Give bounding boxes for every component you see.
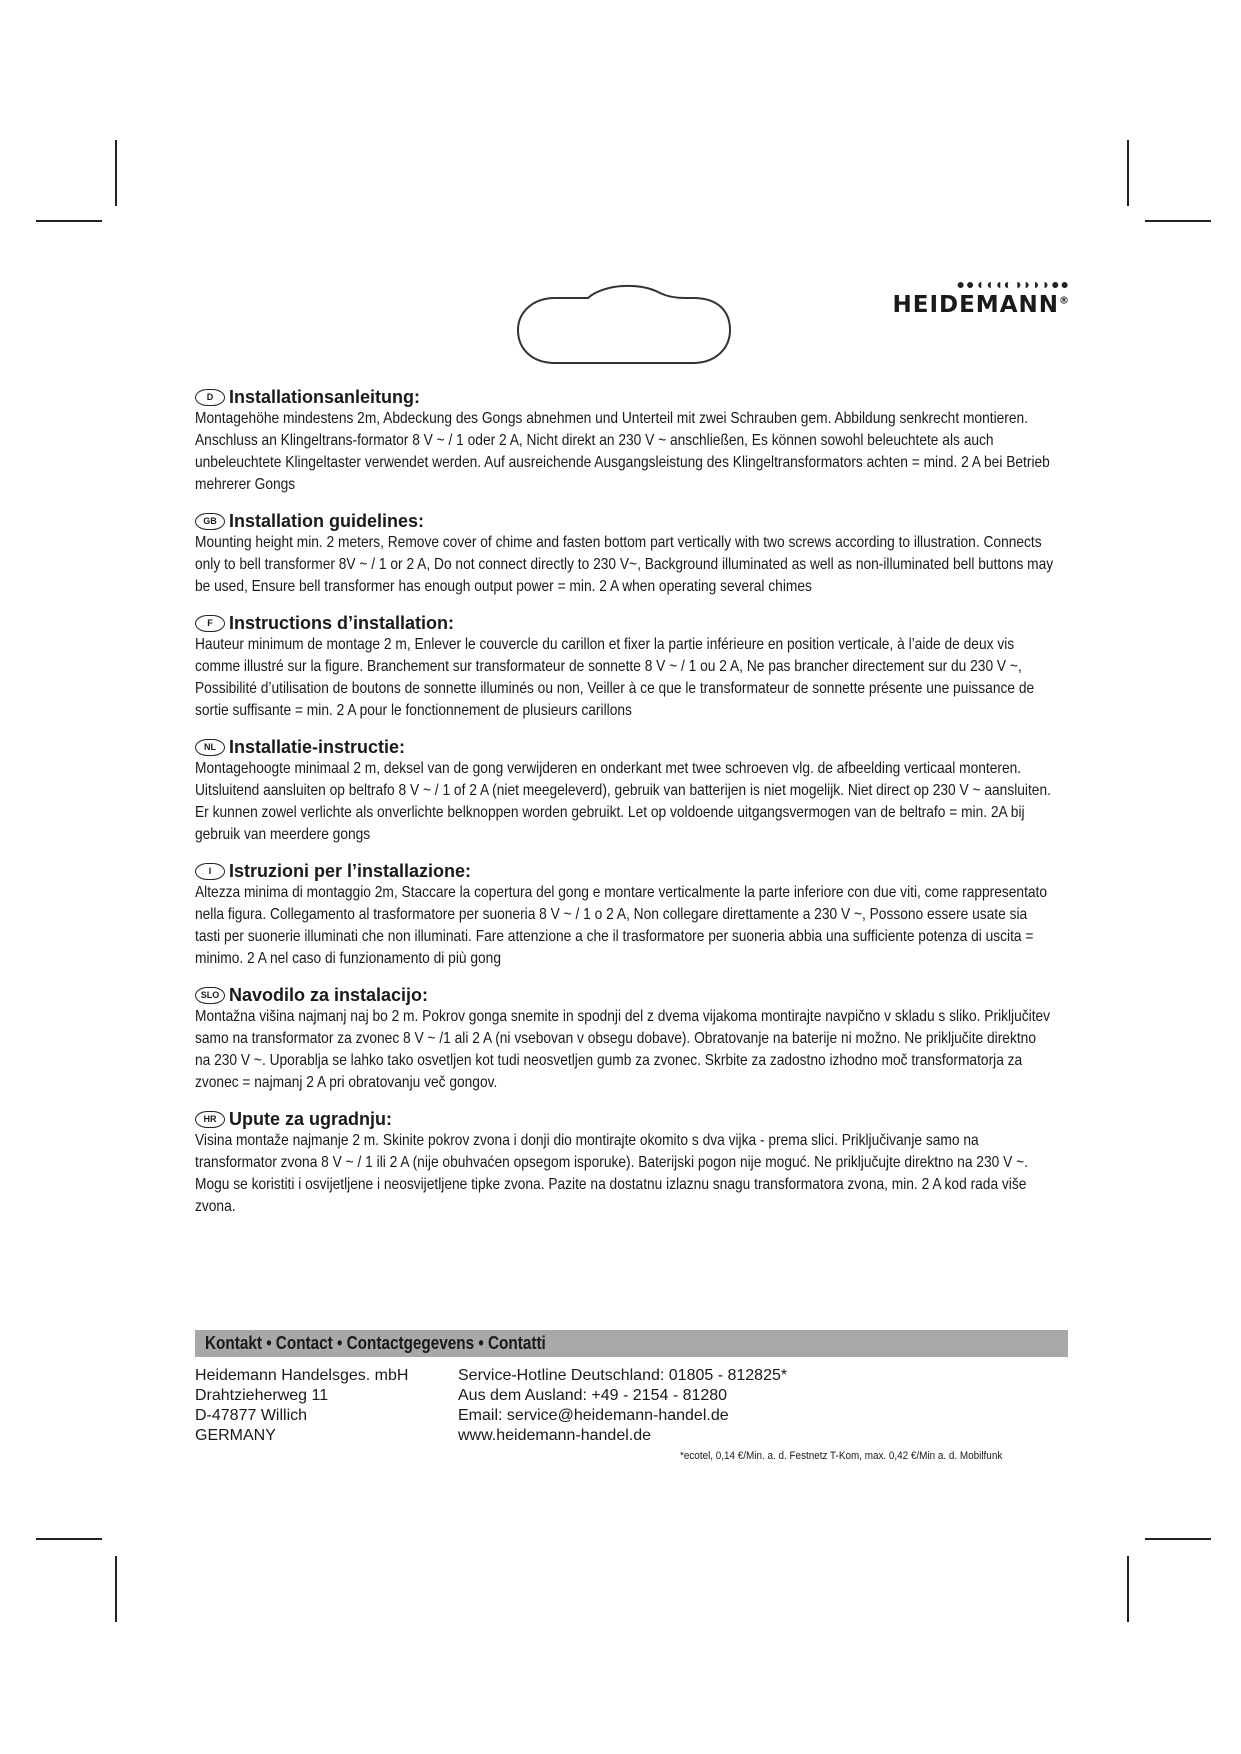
logo-dots: ●●◖◖◖◐◑◗◗◗●●	[956, 276, 1070, 292]
crop-mark	[115, 140, 117, 206]
crop-mark	[1127, 140, 1129, 206]
hotline-abroad: Aus dem Ausland: +49 - 2154 - 81280	[458, 1387, 728, 1404]
section-text: Altezza minima di montaggio 2m, Staccare la copertura del gong e montare verticalmente la parte inferiore con due viti, come rappresentato nella figura. Collegamento al trasformatore per suoneria 8 V ~ / 1 o 2 A, Non collegare direttamente a 230 V ~, Possono essere usate sia tasti per suonerie illuminati che non illuminati. Fare attenzione a che il trasformatore per suoneria abbia una sufficiente potenza di uscita = minimo. 2 A nel caso di funzionamento di più gong	[195, 884, 1048, 967]
section-slo	[195, 984, 1055, 1094]
email-link[interactable]: Email: service@heidemann-handel.de	[458, 1407, 729, 1424]
section-text: Montagehoogte minimaal 2 m, deksel van de gong verwijderen en onderkant met twee schroeven vlg. de afbeelding verticaal monteren. Uitsluitend aansluiten op beltrafo 8 V ~ / 1 of 2 A (niet meegeleverd), gebruik van batterijen is niet mogelijk. Niet direct op 230 V ~ aansluiten. Er kunnen zowel verlichte als onverlichte belknoppen worden gebruikt. Let op voldoende uitgangsvermogen van de beltrafo = min. 2A bij gebruik van meerdere gongs	[195, 760, 1051, 843]
crop-mark	[36, 1538, 102, 1540]
contact-header: Kontakt • Contact • Contactgegevens • Contatti	[205, 1333, 546, 1353]
language-badge: I	[195, 863, 225, 880]
website-link[interactable]: www.heidemann-handel.de	[458, 1427, 652, 1444]
section-title: Installatie-instructie:	[229, 737, 406, 757]
section-text: Montažna višina najmanj naj bo 2 m. Pokrov gonga snemite in spodnji del z dvema vijakoma montirajte navpično v skladu s sliko. Priključitev samo na transformator za zvonec 8 V ~ /1 ali 2 A (ni vsebovan v obsegu dobave). Obratovanje na baterije ni možno. Ne priključite direktno na 230 V ~. Uporablja se lahko tako osvetljen kot tudi neosvetljen gumb za zvonec. Skrbite za zadostno izhodno moč transformatorja za zvonec = najmanj 2 A pri obratovanju več gongov.	[195, 1008, 1051, 1091]
language-badge: D	[195, 389, 225, 406]
crop-mark	[36, 220, 102, 222]
language-badge: HR	[195, 1111, 225, 1128]
section-fr	[195, 612, 1055, 722]
section-title: Instructions d’installation:	[229, 613, 455, 633]
language-badge: NL	[195, 739, 225, 756]
service-block	[458, 1366, 787, 1446]
section-text: Visina montaže najmanje 2 m. Skinite pokrov zvona i donji dio montirajte okomito s dva vijka - prema slici. Priključivanje samo na transformator zvona 8 V ~ / 1 ili 2 A (nije obuhvaćen opsegom isporuke). Baterijski pogon nije moguć. Ne priključujte direktno na 230 V ~. Mogu se koristiti i osvijetljene i neosvijetljene tipke zvona. Pazite na dostatnu izlaznu snagu transformatora zvona, min. 2 A kod rada više zvona.	[195, 1132, 1028, 1215]
crop-mark	[115, 1556, 117, 1622]
hotline-de: Service-Hotline Deutschland: 01805 - 812825*	[458, 1367, 788, 1384]
contact-header-bar	[195, 1330, 1068, 1357]
address-block	[195, 1366, 408, 1446]
crop-mark	[1145, 1538, 1211, 1540]
language-badge: SLO	[195, 987, 225, 1004]
brand-name: HEIDEMANN®	[892, 292, 1070, 318]
chime-outline-illustration	[510, 283, 738, 373]
section-it	[195, 860, 1055, 970]
country: GERMANY	[195, 1427, 276, 1444]
company-name: Heidemann Handelsges. mbH	[195, 1367, 409, 1384]
section-hr	[195, 1108, 1055, 1218]
street: Drahtzieherweg 11	[195, 1387, 329, 1404]
section-de	[195, 386, 1055, 496]
section-title: Istruzioni per l’installazione:	[229, 861, 472, 881]
section-title: Installationsanleitung:	[229, 387, 421, 407]
brand-logo	[860, 276, 1070, 318]
instruction-sections	[195, 386, 1055, 1232]
section-gb	[195, 510, 1055, 598]
language-badge: F	[195, 615, 225, 632]
section-title: Installation guidelines:	[229, 511, 425, 531]
section-text: Montagehöhe mindestens 2m, Abdeckung des Gongs abnehmen und Unterteil mit zwei Schrauben gem. Abbildung senkrecht montieren. Anschluss an Klingeltrans-formator 8 V ~ / 1 oder 2 A, Nicht direkt an 230 V ~ anschließen, Es können sowohl beleuchtete als auch unbeleuchtete Klingeltaster verwendet werden. Auf ausreichende Ausgangsleistung des Klingeltransformators achten = mind. 2 A bei Betrieb mehrerer Gongs	[195, 410, 1050, 493]
language-badge: GB	[195, 513, 225, 530]
city: D-47877 Willich	[195, 1407, 308, 1424]
section-nl	[195, 736, 1055, 846]
crop-mark	[1127, 1556, 1129, 1622]
section-text: Mounting height min. 2 meters, Remove cover of chime and fasten bottom part vertically with two screws according to illustration. Connects only to bell transformer 8V ~ / 1 or 2 A, Do not connect directly to 230 V~, Background illuminated as well as non-illuminated bell buttons may be used, Ensure bell transformer has enough output power = min. 2 A when operating several chimes	[195, 534, 1054, 595]
section-title: Upute za ugradnju:	[229, 1109, 392, 1129]
section-text: Hauteur minimum de montage 2 m, Enlever le couvercle du carillon et fixer la partie inférieure en position verticale, à l’aide de deux vis comme illustré sur la figure. Branchement sur transformateur de sonnette 8 V ~ / 1 ou 2 A, Ne pas brancher directement sur du 230 V ~, Possibilité d’utilisation de boutons de sonnette illuminés ou non, Veiller à ce que le transformateur de sonnette présente une puissance de sortie suffisante = min. 2 A pour le fonctionnement de plusieurs carillons	[195, 636, 1035, 719]
section-title: Navodilo za instalacijo:	[229, 985, 429, 1005]
footnote: *ecotel, 0,14 €/Min. a. d. Festnetz T-Kom, max. 0,42 €/Min a. d. Mobilfunk	[680, 1450, 1003, 1462]
crop-mark	[1145, 220, 1211, 222]
